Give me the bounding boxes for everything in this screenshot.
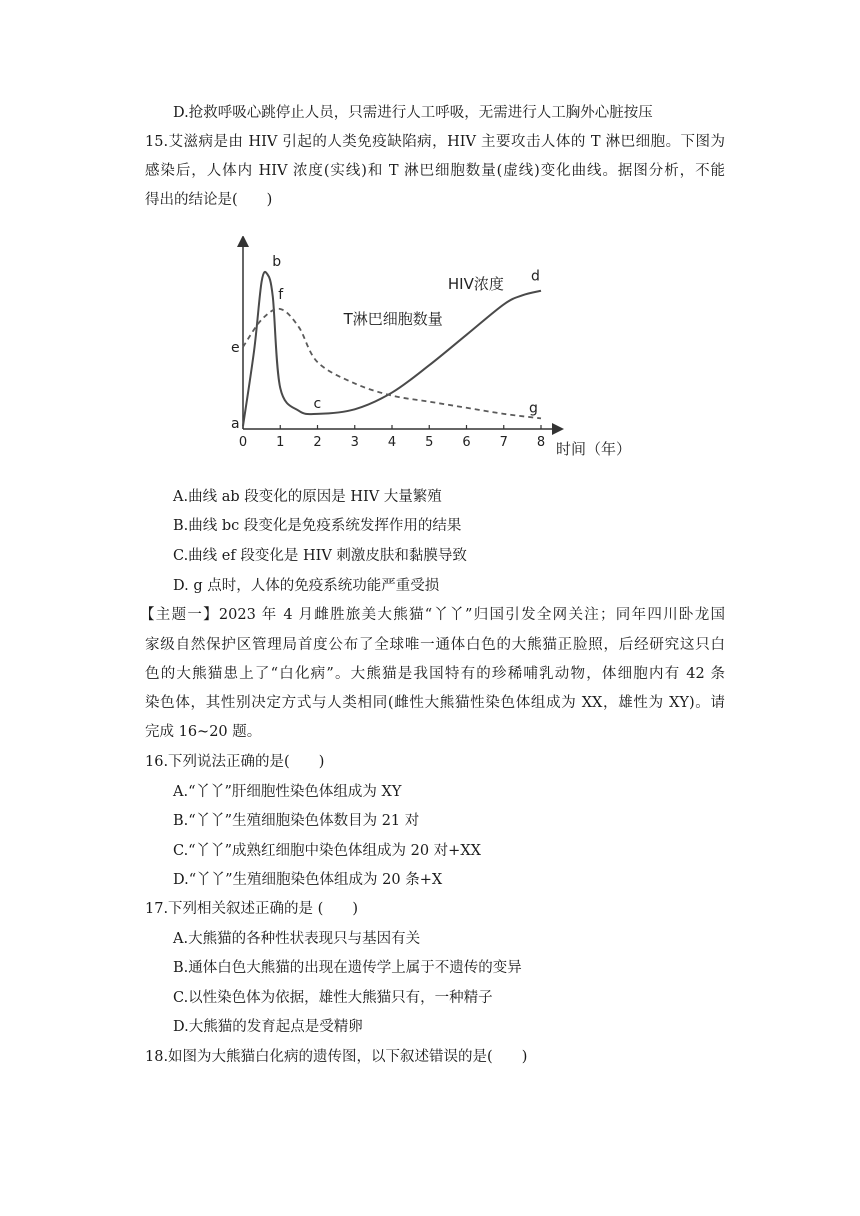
q17-option-b: B.通体白色大熊猫的出现在遗传学上属于不遗传的变异: [173, 960, 522, 976]
x-axis-label: 时间（年）: [556, 440, 632, 458]
q15-stem-line1: 15.艾滋病是由 HIV 引起的人类免疫缺陷病，HIV 主要攻击人体的 T 淋巴细胞。下图为: [145, 134, 725, 150]
q16-option-a: A.“丫丫”肝细胞性染色体组成为 XY: [173, 784, 402, 800]
point-label-a: a: [231, 416, 240, 432]
point-label-d: d: [531, 268, 540, 285]
x-tick-label: 3: [350, 435, 359, 450]
x-tick-label: 6: [462, 435, 471, 450]
point-label-e: e: [231, 339, 240, 356]
point-label-g: g: [529, 400, 538, 417]
hiv-series-label: HIV浓度: [447, 275, 504, 294]
q17-stem: 17.下列相关叙述正确的是 ( ): [145, 901, 358, 917]
x-tick-label: 2: [313, 435, 322, 450]
q16-option-b: B.“丫丫”生殖细胞染色体数目为 21 对: [173, 813, 420, 829]
theme1-line1: 【主题一】2023 年 4 月雌胜旅美大熊猫“丫丫”归国引发全网关注；同年四川卧龙国: [140, 607, 725, 623]
theme1-line5: 完成 16~20 题。: [145, 724, 262, 740]
q15-stem-line2: 感染后，人体内 HIV 浓度(实线)和 T 淋巴细胞数量(虚线)变化曲线。据图分析，不能: [145, 163, 725, 179]
theme1-line2: 家级自然保护区管理局首度公布了全球唯一通体白色的大熊猫正脸照，后经研究这只白: [145, 637, 725, 653]
x-tick-label: 5: [425, 435, 434, 450]
q17-option-c: C.以性染色体为依据，雄性大熊猫只有，一种精子: [173, 990, 493, 1006]
q14-option-d: D.抢救呼吸心跳停止人员，只需进行人工呼吸，无需进行人工胸外心脏按压: [173, 105, 653, 121]
q16-option-c: C.“丫丫”成熟红细胞中染色体组成为 20 对+XX: [173, 843, 481, 859]
q15-option-c: C.曲线 ef 段变化是 HIV 刺激皮肤和黏膜导致: [173, 548, 467, 564]
x-tick-label: 1: [276, 435, 285, 450]
q17-option-a: A.大熊猫的各种性状表现只与基因有关: [173, 931, 421, 947]
q15-option-b: B.曲线 bc 段变化是免疫系统发挥作用的结果: [173, 518, 462, 534]
q15-option-d: D. g 点时，人体的免疫系统功能严重受损: [173, 578, 440, 594]
point-label-c: c: [313, 395, 322, 412]
point-label-f: f: [278, 286, 284, 303]
q17-option-d: D.大熊猫的发育起点是受精卵: [173, 1019, 363, 1035]
t-cell-series-label: T淋巴细胞数量: [343, 310, 443, 329]
x-tick-label: 7: [499, 435, 508, 450]
theme1-line3: 色的大熊猫患上了“白化病”。大熊猫是我国特有的珍稀哺乳动物，体细胞内有 42 条: [145, 666, 725, 682]
hiv-concentration-line: [243, 272, 541, 426]
theme1-line4: 染色体，其性别决定方式与人类相同(雌性大熊猫性染色体组成为 XX，雄性为 XY)。请: [145, 695, 725, 711]
point-label-b: b: [272, 254, 282, 270]
x-tick-label: 0: [238, 435, 248, 450]
q15-option-a: A.曲线 ab 段变化的原因是 HIV 大量繁殖: [173, 489, 442, 505]
x-tick-label: 8: [536, 435, 546, 450]
hiv-chart: [225, 236, 645, 466]
q16-option-d: D.“丫丫”生殖细胞染色体组成为 20 条+X: [173, 872, 443, 888]
q16-stem: 16.下列说法正确的是( ): [145, 754, 325, 770]
q18-stem: 18.如图为大熊猫白化病的遗传图，以下叙述错误的是( ): [145, 1049, 528, 1065]
x-tick-label: 4: [387, 435, 397, 450]
q15-stem-line3: 得出的结论是( ): [145, 192, 273, 208]
